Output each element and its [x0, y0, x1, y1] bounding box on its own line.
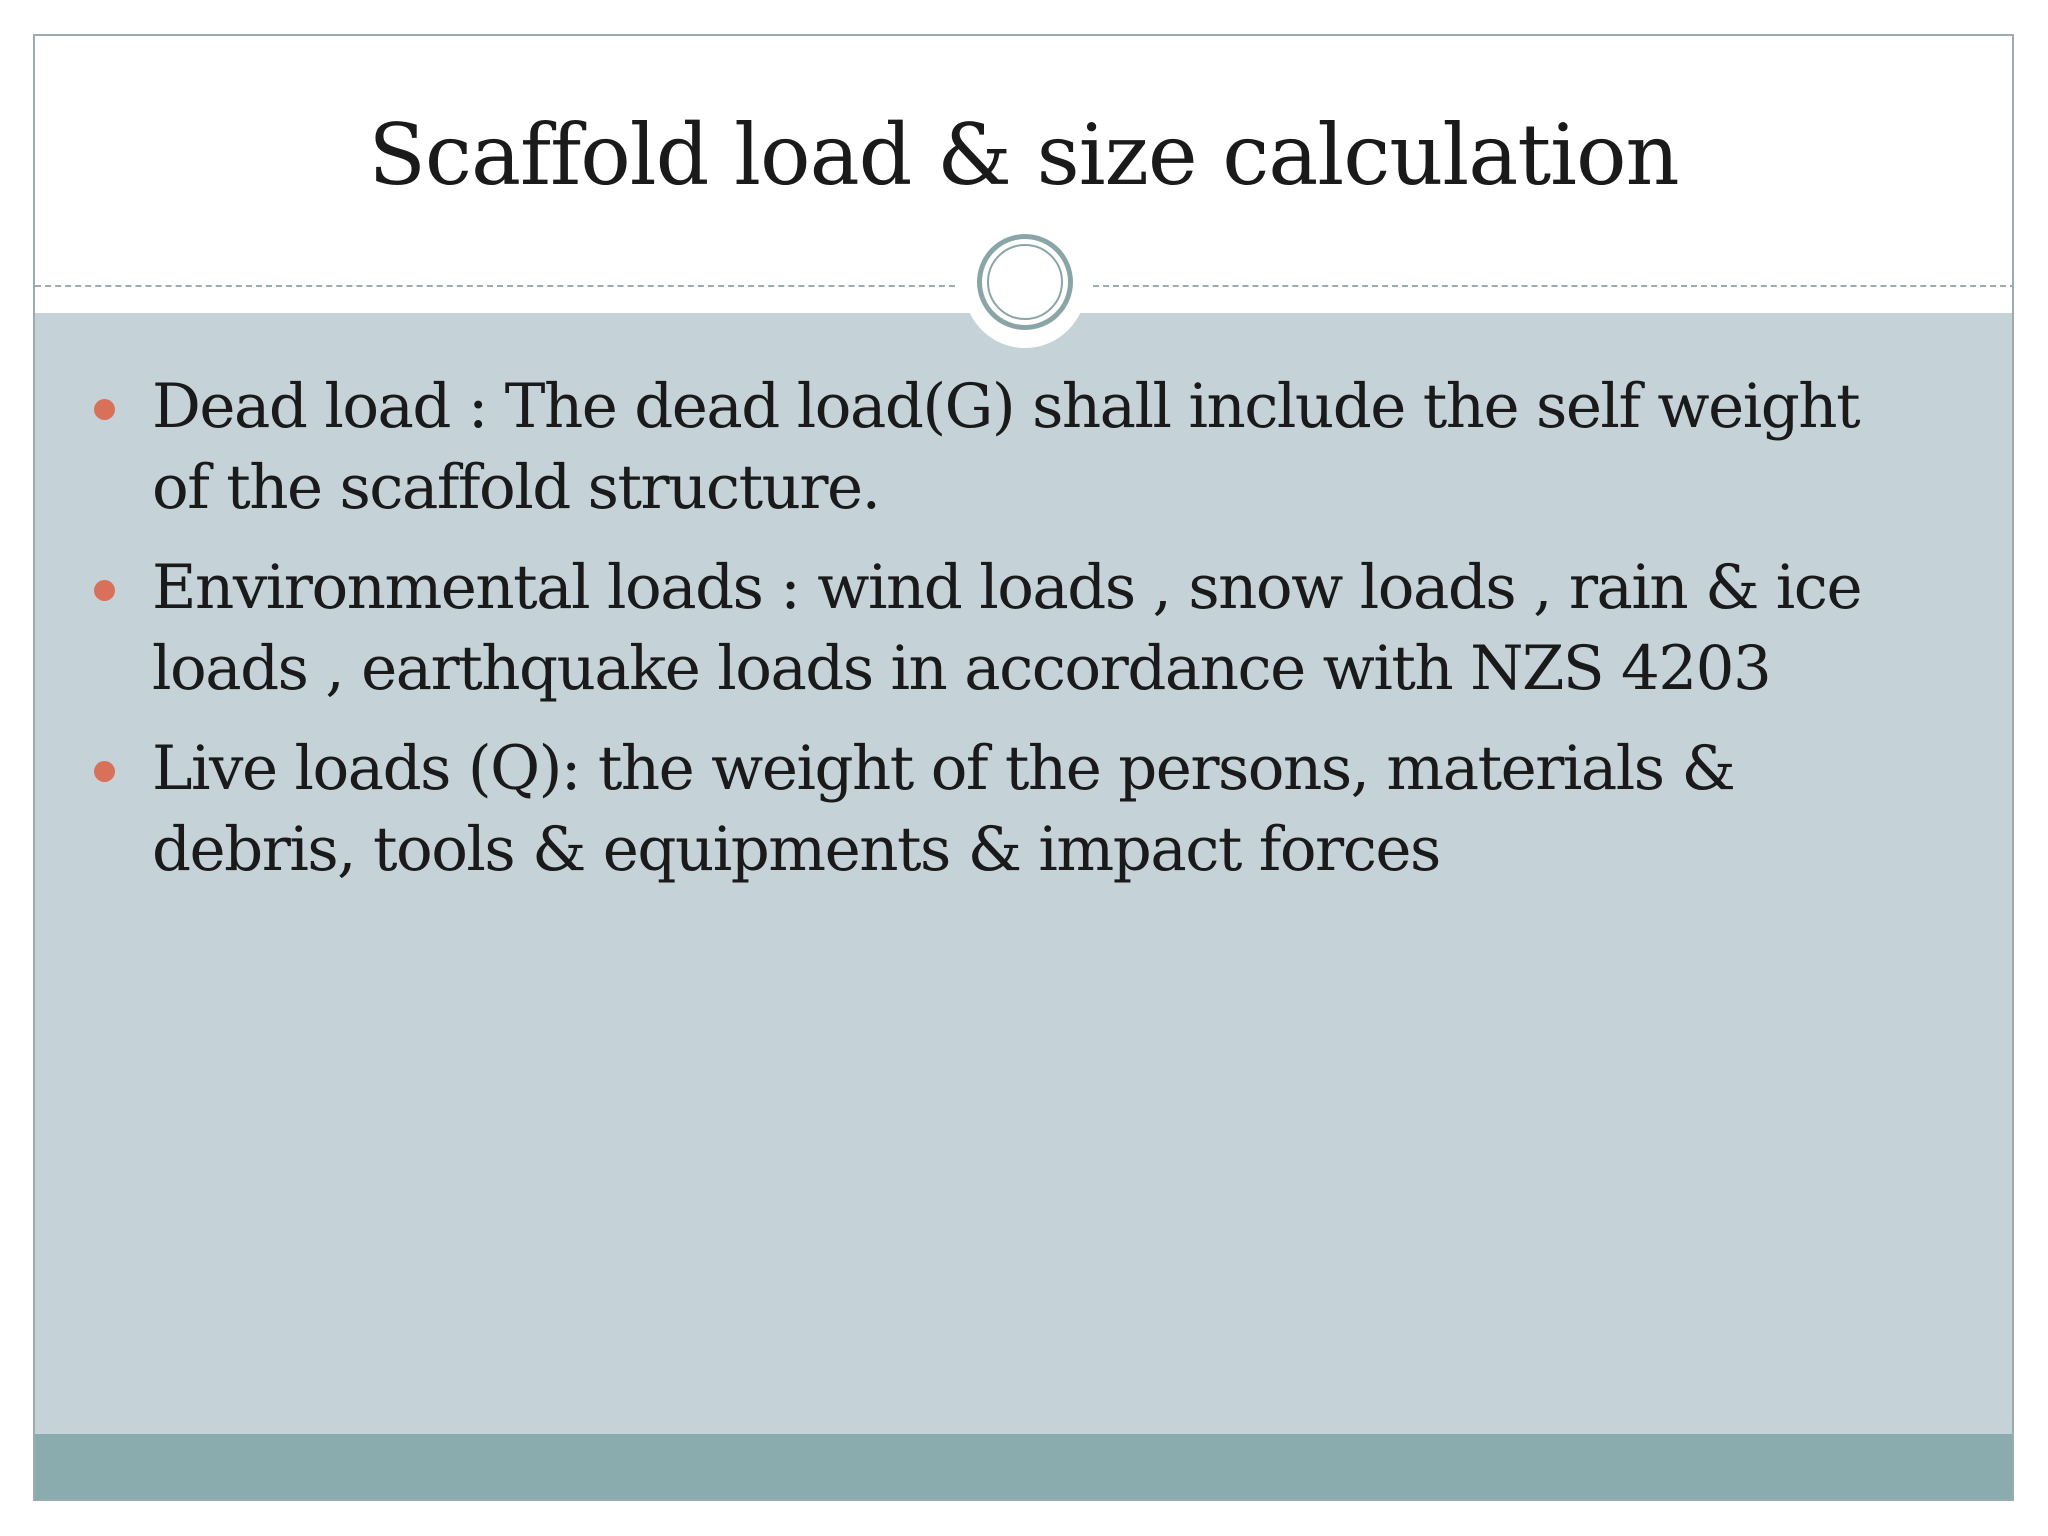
- footer-bar: [35, 1434, 2012, 1501]
- title-divider-right: [1093, 285, 2014, 287]
- bullet-item-live-loads: [35, 728, 2012, 890]
- bullet-text: Dead load : The dead load(G) shall include the self weight of the scaffold structure.: [152, 371, 1860, 523]
- title-divider-left: [35, 285, 955, 287]
- bullet-text: Environmental loads : wind loads , snow loads , rain & ice loads , earthquake loads in accordance with NZS 4203: [152, 552, 1862, 704]
- bullet-list: [35, 366, 2012, 909]
- circle-ornament-inner-ring: [987, 244, 1063, 320]
- bullet-dot-icon: [94, 399, 115, 420]
- bullet-text: Live loads (Q): the weight of the persons, materials & debris, tools & equipments & impact forces: [152, 733, 1735, 885]
- bullet-item-dead-load: [35, 366, 2012, 528]
- bullet-item-environmental-loads: [35, 547, 2012, 709]
- slide: [33, 34, 2014, 1501]
- bullet-dot-icon: [94, 580, 115, 601]
- bullet-dot-icon: [94, 761, 115, 782]
- slide-title: Scaffold load & size calculation: [368, 106, 1679, 204]
